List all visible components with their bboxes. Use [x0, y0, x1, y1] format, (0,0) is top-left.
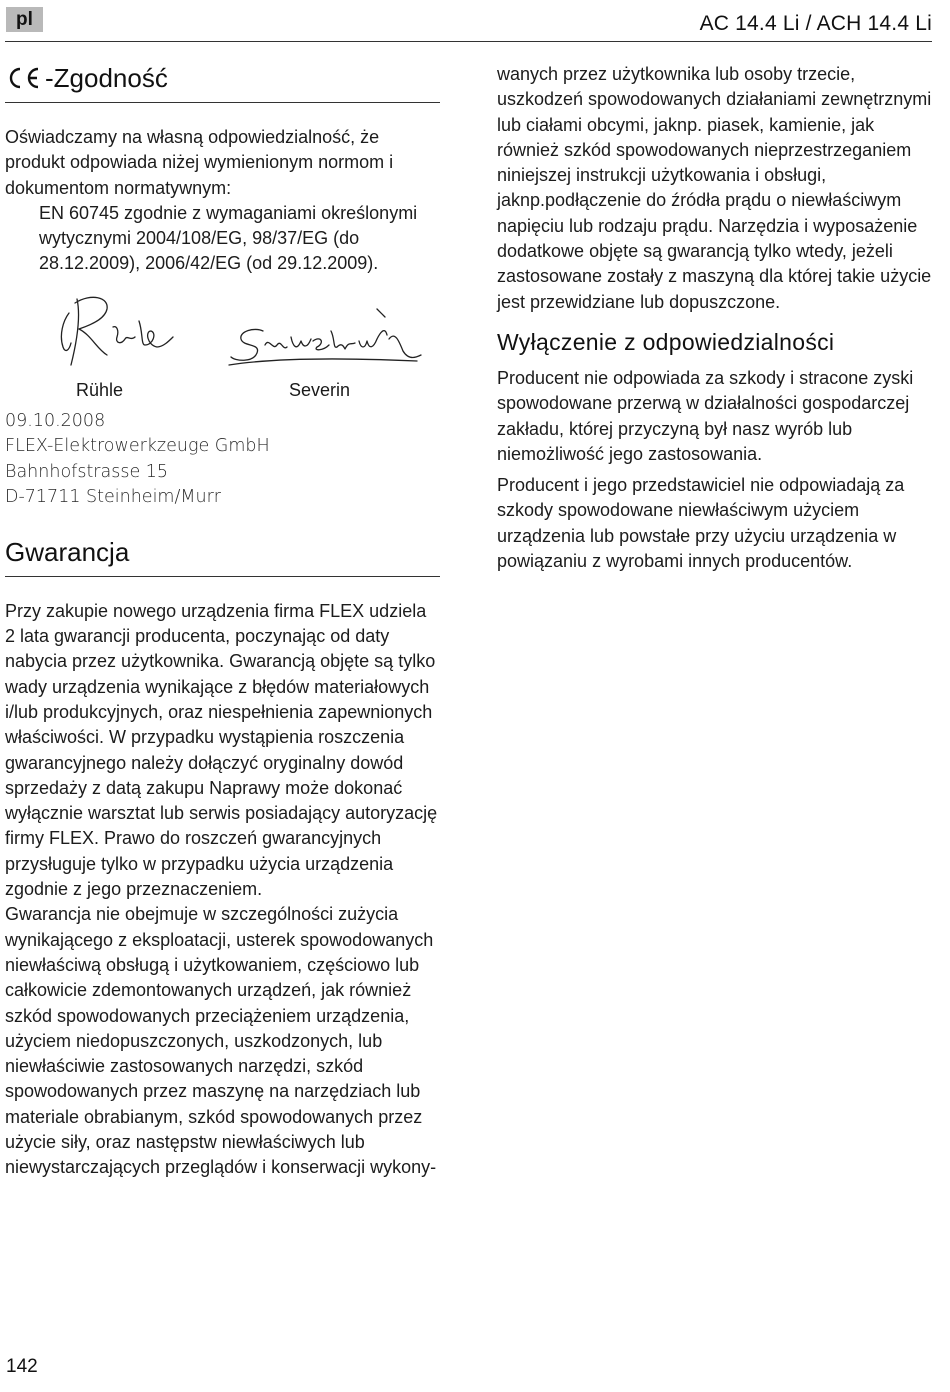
- right-column: [497, 62, 937, 574]
- signature-ruhle: [47, 291, 177, 373]
- warranty-paragraph-2: Gwarancja nie obejmuje w szczególności zużycia wynikającego z eksploatacji, usterek spowodowanych niewłaściwą obsługą i użytkowaniem, częściowo lub całkowicie zdemontowanych urządzeń, jak również szkód spowodowanych przeciążeniem urządzenia, użyciem niedopuszczonych, uszkodzonych, lub niewłaściwie zastosowanych narzędzi, szkód spowodowanych przez maszynę na narzędziach lub materiale obrabianym, szkód spowodowanych przez użycie siły, oraz następstw niewłaściwych lub niewystarczających przeglądów i konserwacji wykony-: [5, 904, 437, 1178]
- signatory-ruhle: Rühle: [76, 379, 124, 400]
- signatory-severin: Severin: [289, 379, 351, 400]
- ce-conformity-title: -Zgodność: [45, 63, 168, 93]
- liability-paragraph-2: Producent i jego przedstawiciel nie odpowiadają za szkody spowodowane niewłaściwym użyciem urządzenia lub powstałe przy użyciu urządzenia w powiązaniu z wyrobami innych producentów.: [497, 475, 905, 572]
- ce-mark-icon: [5, 63, 43, 93]
- left-column: [5, 57, 440, 1181]
- header-divider: [5, 41, 932, 42]
- warranty-paragraph-1: Przy zakupie nowego urządzenia firma FLEX udziela 2 lata gwarancji producenta, poczynając od daty nabycia przez użytkownika. Gwarancją objęte są tylko wady urządzenia wynikające z błędów materiałowych i/lub produkcyjnych, oraz niespełnienia zapewnionych właściwości. W przypadku wystąpienia roszczenia gwarancyjnego należy dołączyć oryginalny dowód sprzedaży z datą zakupu Naprawy może dokonać wyłącznie warsztat lub serwis posiadający autoryzację firmy FLEX. Prawo do roszczeń gwarancyjnych przysługuje tylko w przypadku użycia urządzenia zgodnie z jego przeznaczeniem.: [5, 600, 438, 900]
- ce-intro: Oświadczamy na własną odpowiedzialność, że produkt odpowiada niżej wymienionym normom i dokumentom normatywnym:: [5, 127, 394, 198]
- ce-conformity-heading: [5, 63, 440, 103]
- signature-severin: [227, 301, 427, 381]
- declaration-date: 09.10.2008: [5, 410, 106, 431]
- company-city: D-71711 Steinheim/Murr: [5, 487, 221, 508]
- signatory-names: [5, 381, 440, 405]
- language-badge: pl: [6, 7, 43, 32]
- company-name: FLEX-Elektrowerkzeuge GmbH: [5, 436, 270, 457]
- page-number: 142: [6, 1356, 38, 1377]
- company-street: Bahnhofstrasse 15: [5, 461, 169, 482]
- liability-paragraph-1: Producent nie odpowiada za szkody i stracone zyski spowodowane przerwą w działalności gospodarczej zakładu, której przyczyną był nasz wyrób lub niemożliwość jego zastosowania.: [497, 367, 914, 464]
- warranty-heading: Gwarancja: [5, 537, 440, 577]
- company-contact: [5, 409, 440, 511]
- model-title: AC 14.4 Li / ACH 14.4 Li: [699, 12, 932, 35]
- signatures: [5, 291, 440, 381]
- liability-heading: Wyłączenie z odpowiedzialności: [497, 328, 835, 355]
- ce-standards: EN 60745 zgodnie z wymaganiami określonymi wytycznymi 2004/108/EG, 98/37/EG (do 28.12.2009), 2006/42/EG (od 29.12.2009).: [39, 202, 418, 274]
- warranty-paragraph-2-continued: wanych przez użytkownika lub osoby trzecie, uszkodzeń spowodowanych działaniami zewnętrznymi lub ciałami obcymi, jaknp. piasek, kamienie, jak również szkód spowodowanych nieprzestrzeganiem niniejszej instrukcji użytkowania i obsługi, jaknp.podłączenie do źródła prądu o niewłaściwym napięciu lub rodzaju prądu. Narzędzia i wyposażenie dodatkowe objęte są gwarancją tylko wtedy, jeżeli zastosowane zostały z maszyną dla której takie użycie jest przewidziane lub dopuszczone.: [497, 64, 932, 312]
